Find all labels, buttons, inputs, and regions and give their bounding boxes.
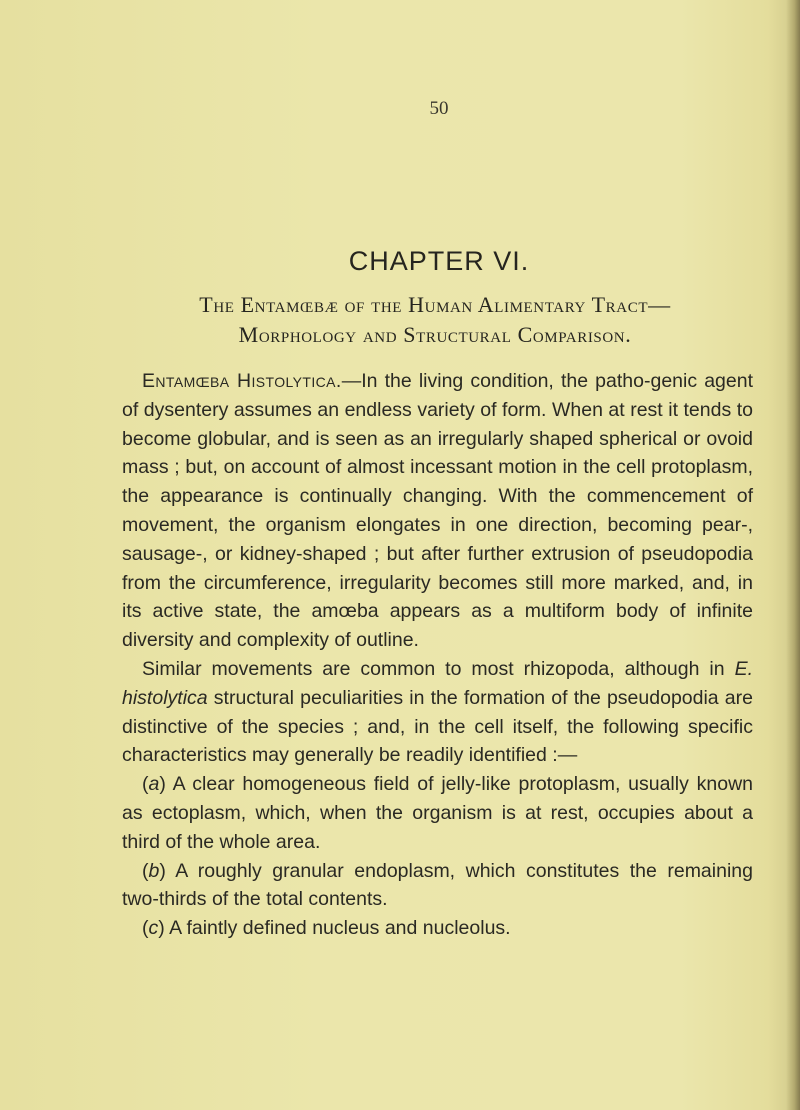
heading-line-2: Morphology and Structural Comparison. bbox=[238, 322, 632, 347]
paragraph-1-text: —In the living condition, the patho-genic agent of dysentery assumes an endless variety of form. When at rest it tends to become globular, and is seen as an irregularly shaped spherical or ovoid mass ; but, on account of almost incessant motion in the cell protoplasm, the appearance is continually changing. With the commencement of movement, the organism elongates in one direction, becoming pear-, sausage-, or kidney-shaped ; but after further extrusion of pseudopodia from the circumference, irregularity becomes still more marked, and, in its active state, the amœba appears as a multiform body of infinite diversity and complexity of outline. bbox=[122, 370, 753, 652]
paragraph-2 bbox=[122, 655, 753, 770]
list-item-a-text: A clear homogeneous field of jelly-like protoplasm, usually known as ectoplasm, which, when the organism is at rest, occupies about a third of the whole area. bbox=[122, 773, 753, 853]
list-item-b: (b) A roughly granular endoplasm, which constitutes the remaining two-thirds of the total contents. bbox=[122, 859, 753, 911]
list-item-b-text: A roughly granular endoplasm, which constitutes the remaining two-thirds of the total contents. bbox=[122, 859, 753, 911]
chapter-title: CHAPTER VI. bbox=[348, 246, 530, 276]
paragraph-2-rest: structural peculiarities in the formation of the pseudopodia are distinctive of the species ; and, in the cell itself, the following specific characteristics may generally be readily identified :— bbox=[122, 686, 753, 767]
heading-line-1: The Entamœbæ of the Human Alimentary Tract— bbox=[199, 292, 671, 317]
list-item-b-letter: b bbox=[148, 859, 160, 882]
paragraph-1 bbox=[122, 367, 753, 655]
list-item-c-letter: c bbox=[148, 917, 159, 940]
paragraph-lead: Entamœba Histolytica. bbox=[142, 370, 342, 392]
list-item-c: (c) A faintly defined nucleus and nucleolus. bbox=[142, 917, 511, 940]
list-item-c-text: A faintly defined nucleus and nucleolus. bbox=[169, 917, 511, 940]
body-text bbox=[122, 367, 753, 943]
paragraph-2-start: Similar movements are common to most rhizopoda, although in bbox=[142, 657, 725, 680]
page-number: 50 bbox=[429, 98, 449, 119]
species-name: E. histolytica bbox=[122, 657, 754, 709]
list-item-a-letter: a bbox=[148, 773, 160, 796]
list-item-a: (a) A clear homogeneous field of jelly-like protoplasm, usually known as ectoplasm, which, when the organism is at rest, occupies about a third of the whole area. bbox=[122, 773, 753, 853]
page-edge-shadow bbox=[786, 0, 800, 1110]
chapter-heading bbox=[0, 290, 800, 350]
